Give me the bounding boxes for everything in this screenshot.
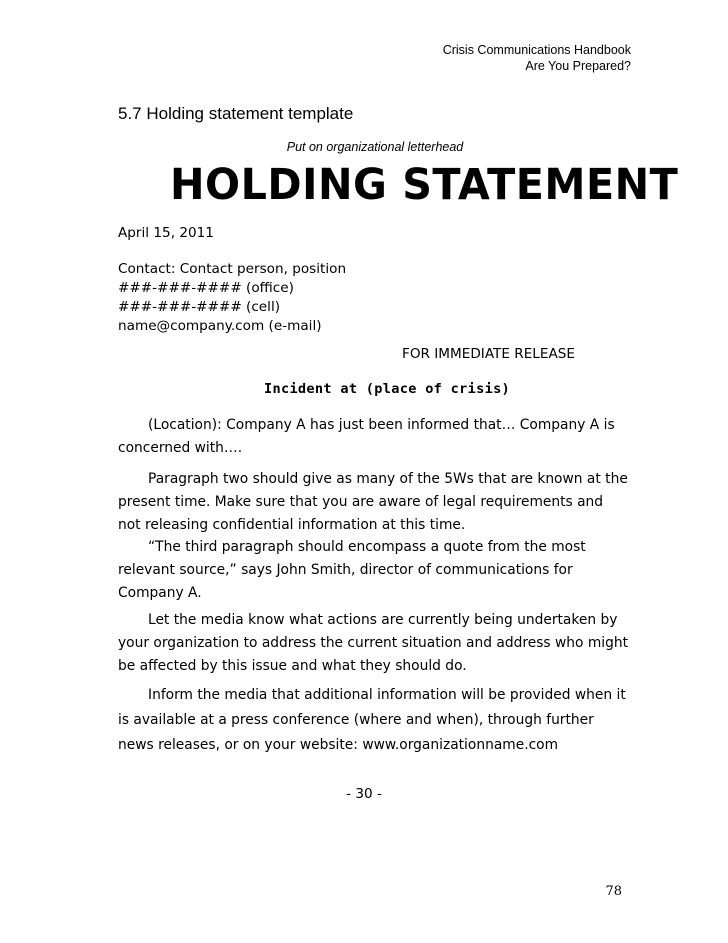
document-title: HOLDING STATEMENT: [170, 160, 679, 210]
body-paragraph-5: Inform the media that additional information will be provided when it is available at a press conference (where and when), through further news releases, or on your website: www.organizationname.com: [118, 687, 626, 753]
header-title: Crisis Communications Handbook: [442, 43, 631, 57]
body-paragraph-3: “The third paragraph should encompass a quote from the most relevant source,” says John Smith, director of communications for Company A.: [118, 539, 586, 601]
incident-heading: Incident at (place of crisis): [264, 381, 511, 397]
contact-office-phone: ###-###-#### (office): [118, 280, 294, 296]
slide-number: 78: [605, 884, 622, 899]
page-number: - 30 -: [346, 786, 382, 802]
running-header: [443, 42, 631, 74]
contact-person: Contact: Contact person, position: [118, 261, 347, 277]
contact-email: name@company.com (e-mail): [118, 318, 322, 334]
release-note: FOR IMMEDIATE RELEASE: [402, 346, 575, 362]
body-paragraph-2: Paragraph two should give as many of the 5Ws that are known at the present time. Make sure that you are aware of legal requirements and not releasing confidential information at this time.: [118, 471, 628, 533]
contact-block: [118, 260, 346, 336]
letterhead-note: Put on organizational letterhead: [286, 140, 464, 154]
section-title: 5.7 Holding statement template: [118, 104, 354, 123]
body-paragraph-4: Let the media know what actions are currently being undertaken by your organization to address the current situation and address who might be affected by this issue and what they should do.: [118, 612, 629, 674]
contact-cell-phone: ###-###-#### (cell): [118, 299, 281, 315]
header-subtitle: Are You Prepared?: [525, 59, 631, 73]
body-paragraph-1: (Location): Company A has just been informed that… Company A is concerned with….: [118, 417, 615, 456]
statement-date: April 15, 2011: [118, 225, 214, 241]
